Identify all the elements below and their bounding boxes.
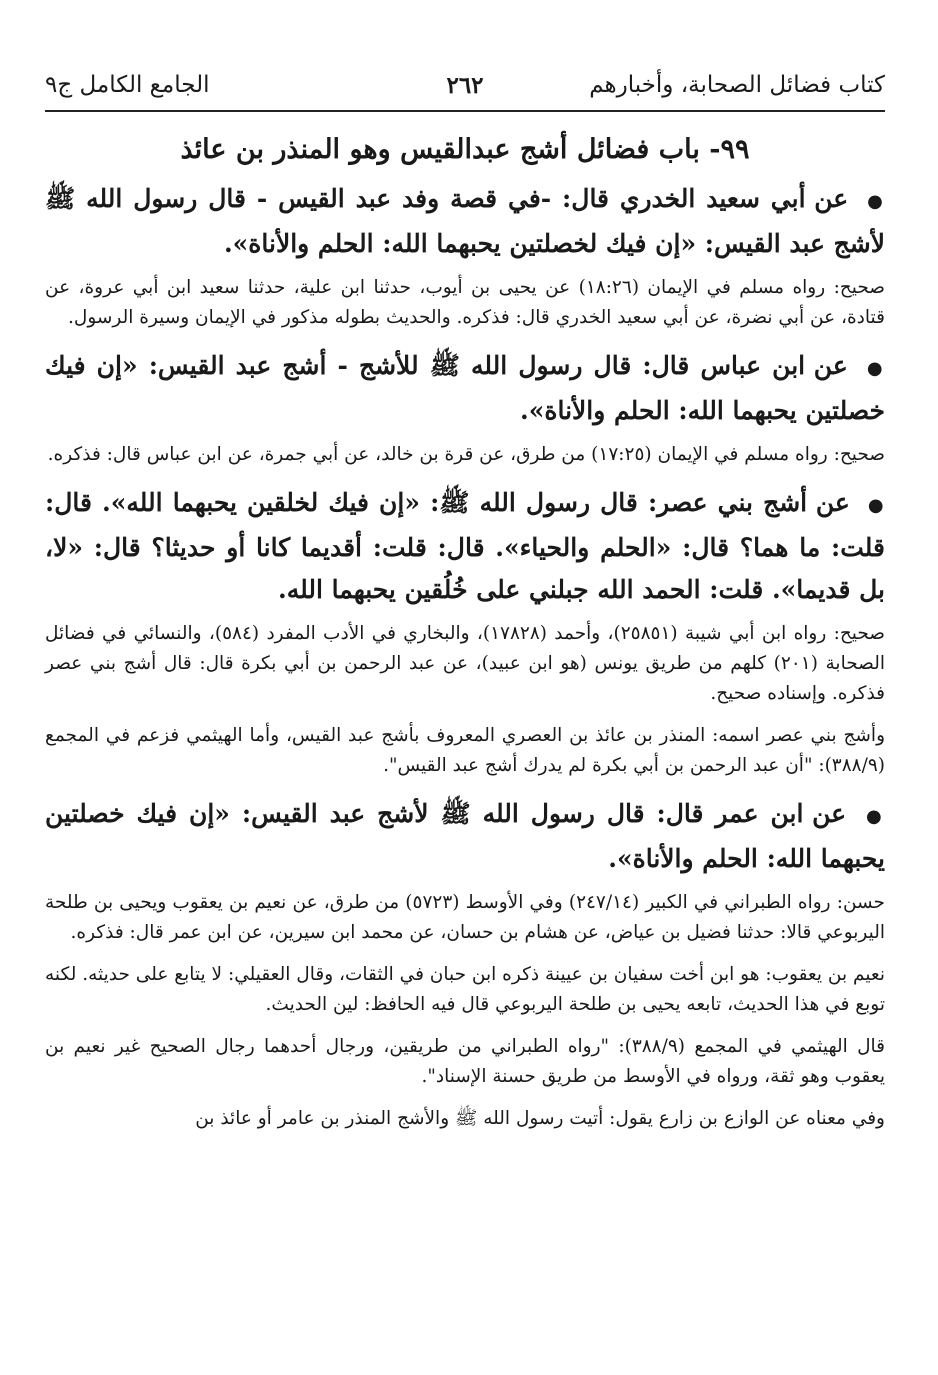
hadith-paragraph (45, 345, 885, 432)
hadith-text: عن ابن عمر قال: قال رسول الله ﷺ لأشج عبد القيس: «إن فيك خصلتين يحبهما الله: الحلم والأناة». (45, 799, 885, 873)
chapter-title: ٩٩- باب فضائل أشج عبدالقيس وهو المنذر بن عائذ (180, 134, 750, 165)
bullet-icon: ● (866, 358, 885, 379)
commentary-paragraph: حسن: رواه الطبراني في الكبير (٢٤٧/١٤) وفي الأوسط (٥٧٢٣) من طرق، عن نعيم بن يعقوب ويحيى بن طلحة اليربوعي قالا: حدثنا فضيل بن عياض، عن هشام بن حسان، عن محمد ابن سيرين، عن ابن عمر قال: فذكره. (45, 892, 885, 943)
hadith-text: عن ابن عباس قال: قال رسول الله ﷺ للأشج - أشج عبد القيس: «إن فيك خصلتين يحبهما الله: الحلم والأناة». (45, 351, 885, 425)
volume-label: الجامع الكامل ج٩ (45, 72, 210, 98)
hadith-text: عن أشج بني عصر: قال رسول الله ﷺ: «إن فيك لخلقين يحبهما الله». قال: قلت: ما هما؟ قال: «الحلم والحياء». قال: قلت: أقديما كانا أو حديثا؟ قال: «لا، بل قديما». قلت: الحمد الله جبلني على خُلُقين يحبهما الله. (45, 488, 885, 604)
bullet-icon: ● (867, 495, 885, 516)
bullet-icon: ● (867, 191, 885, 212)
commentary-paragraph: وأشج بني عصر اسمه: المنذر بن عائذ بن العصري المعروف بأشج عبد القيس، وأما الهيثمي فزعم في المجمع (٣٨٨/٩): "أن عبد الرحمن بن أبي بكرة لم يدرك أشج عبد القيس". (45, 725, 885, 776)
page-number: ٢٦٢ (446, 72, 484, 99)
commentary-paragraph: وفي معناه عن الوازع بن زارع يقول: أتيت رسول الله ﷺ والأشج المنذر بن عامر أو عائذ بن (195, 1108, 885, 1129)
commentary-paragraph: صحيح: رواه مسلم في الإيمان (١٨:٢٦) عن يحيى بن أيوب، حدثنا ابن علية، حدثنا سعيد ابن أبي عروة، عن قتادة، عن أبي نضرة، عن أبي سعيد الخدري قال: فذكره. والحديث بطوله مذكور في الإيمان وسيرة الرسول. (45, 277, 885, 328)
hadith-paragraph (45, 178, 885, 265)
hadith-paragraph (45, 793, 885, 880)
commentary-paragraph: صحيح: رواه مسلم في الإيمان (١٧:٢٥) من طرق، عن قرة بن خالد، عن أبي جمرة، عن ابن عباس قال: فذكره. (47, 444, 885, 465)
commentary-paragraph: صحيح: رواه ابن أبي شيبة (٢٥٨٥١)، وأحمد (١٧٨٢٨)، والبخاري في الأدب المفرد (٥٨٤)، والنسائي في فضائل الصحابة (٢٠١) كلهم من طريق يونس (هو ابن عبيد)، عن عبد الرحمن بن أبي بكرة قال: قال أشج بني عصر فذكره. وإسناده صحيح. (45, 623, 885, 704)
book-title: كتاب فضائل الصحابة، وأخبارهم (589, 72, 885, 98)
commentary-paragraph: قال الهيثمي في المجمع (٣٨٨/٩): "رواه الطبراني من طريقين، ورجال أحدهما رجال الصحيح غير نعيم بن يعقوب وهو ثقة، ورواه في الأوسط من طريق حسنة الإسناد". (45, 1036, 885, 1087)
running-header (45, 58, 885, 112)
page-body (45, 178, 885, 1134)
hadith-paragraph (45, 482, 885, 611)
bullet-icon: ● (866, 806, 885, 827)
hadith-text: عن أبي سعيد الخدري قال: -في قصة وفد عبد القيس - قال رسول الله ﷺ لأشج عبد القيس: «إن فيك لخصلتين يحبهما الله: الحلم والأناة». (45, 184, 885, 258)
commentary-paragraph: نعيم بن يعقوب: هو ابن أخت سفيان بن عيينة ذكره ابن حبان في الثقات، وقال العقيلي: لا يتابع على حديثه. لكنه توبع في هذا الحديث، تابعه يحيى بن طلحة اليربوعي قال فيه الحافظ: لين الحديث. (45, 964, 885, 1015)
book-page (45, 58, 885, 1146)
